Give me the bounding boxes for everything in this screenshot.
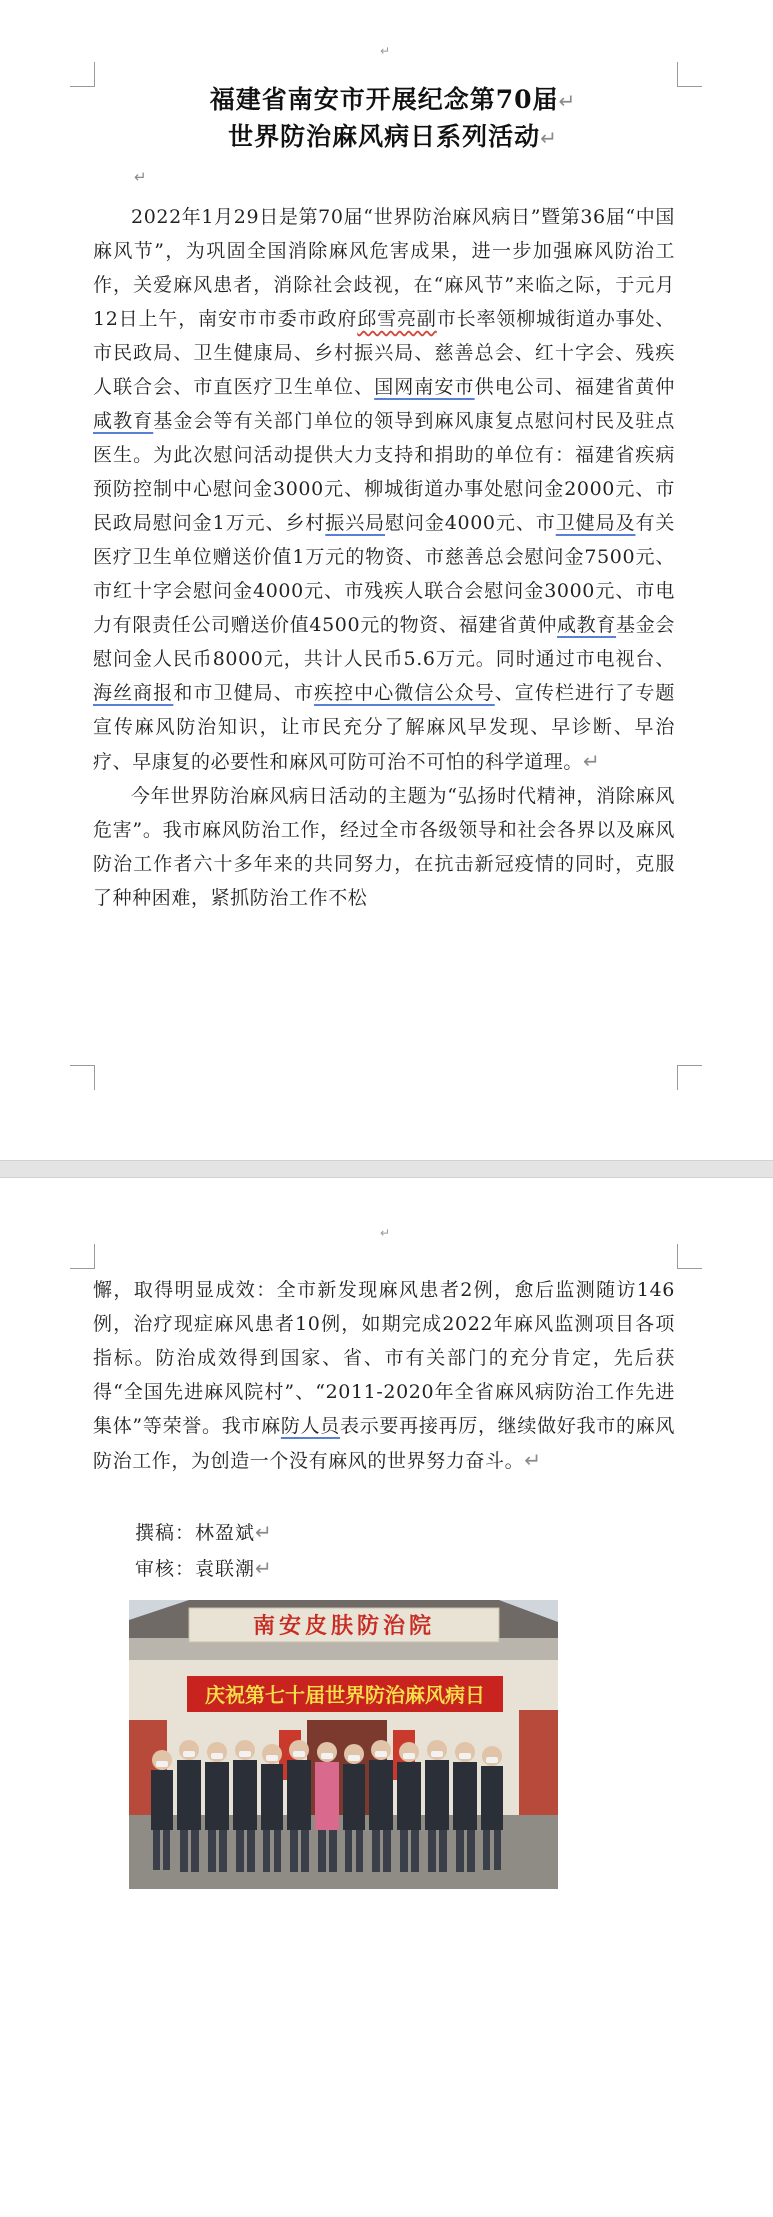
- underlined-text: 海丝商报: [93, 682, 174, 704]
- underlined-text: 防人员: [280, 1415, 340, 1437]
- crop-mark-top-left: [70, 1244, 95, 1269]
- empty-paragraph-mark: ↵: [134, 168, 147, 186]
- underlined-text: 咸教育: [557, 614, 617, 636]
- text-run: 2022年1月29日是第70届“世界防治麻风病日”暨第36届“中国麻风节”，为巩固全国消除麻风危害成果，进一步加强麻风防治工作，关爱麻风患者，消除社会歧视，在“麻风节”来临之际，于元月12日上午，南安市市委市政府: [93, 206, 675, 330]
- banner-text: 庆祝第七十届世界防治麻风病日: [205, 1683, 485, 1707]
- text-run: 有关医疗卫生单位赠送价值1万元的物资、市慈善总会慰问金7500元、市红十字会慰问金4000元、市残疾人联合会慰问金3000元、市电力有限责任公司赠送价值4500元的物资、福建省黄仲: [93, 512, 675, 636]
- header-paragraph-mark: ↵: [380, 1226, 391, 1240]
- text-run: 表示要再接再厉，继续做好我市的麻风防治工作，为创造一个没有麻风的世界努力奋斗。: [93, 1415, 675, 1472]
- paragraph-1: [93, 200, 675, 779]
- page-gap: [0, 1160, 773, 1178]
- underlined-text: 卫健局及: [555, 512, 636, 534]
- text-run: 基金会慰问金人民币8000元，共计人民币5.6万元。同时通过市电视台、: [93, 614, 675, 670]
- text-run: 懈，取得明显成效：全市新发现麻风患者2例，愈后监测随访146例，治疗现症麻风患者10例，如期完成2022年麻风监测项目各项指标。防治成效得到国家、省、市有关部门的充分肯定，先后获得“全国先进麻风院村”、“2011-2020年全省麻风病防治工作先进集体”等荣誉。我市麻: [93, 1279, 675, 1437]
- crop-mark-top-left: [70, 62, 95, 87]
- paragraph-mark: ↵: [524, 1448, 542, 1472]
- text-run: 基金会等有关部门单位的领导到麻风康复点慰问村民及驻点医生。为此次慰问活动提供大力支持和捐助的单位有：福建省疾病预防控制中心慰问金3000元、柳城街道办事处慰问金2000元、市民政局慰问金1万元、乡村: [93, 410, 675, 534]
- paragraph-mark: ↵: [583, 749, 601, 773]
- paragraph-2-continued: [93, 1273, 675, 1478]
- body-text-page-1: [93, 200, 675, 915]
- crop-mark-top-right: [677, 1244, 702, 1269]
- underlined-text: 国网南安市: [374, 376, 475, 398]
- header-paragraph-mark: ↵: [380, 44, 391, 58]
- body-text-page-2: [93, 1273, 675, 1478]
- crop-mark-bottom-left: [70, 1065, 95, 1090]
- underlined-text: 振兴局: [325, 512, 386, 534]
- text-run: 和市卫健局、市: [173, 682, 314, 704]
- document-title: 福建省南安市开展纪念第70届↵ 世界防治麻风病日系列活动↵: [209, 85, 577, 151]
- credit-writer: 撰稿：林盈斌↵: [135, 1520, 273, 1544]
- underlined-text: 邱雪亮副: [357, 308, 437, 330]
- text-run: 、宣传栏进行了专题宣传麻风防治知识，让市民充分了解麻风早发现、早诊断、早治疗、早康复的必要性和麻风可防可治不可怕的科学道理。: [93, 682, 675, 773]
- text-run: 慰问金4000元、市: [385, 512, 556, 534]
- text-run: 市长率领柳城街道办事处、市民政局、卫生健康局、乡村振兴局、慈善总会、红十字会、残疾人联合会、市直医疗卫生单位、: [93, 308, 676, 398]
- credit-reviewer: 审核：袁联潮↵: [135, 1556, 273, 1580]
- title-line-1: 福建省南安市开展纪念第70届: [209, 85, 559, 114]
- crop-mark-bottom-right: [677, 1065, 702, 1090]
- group-photo: [129, 1600, 558, 1889]
- underlined-text: 咸教育: [93, 410, 154, 432]
- paragraph-2: 今年世界防治麻风病日活动的主题为“弘扬时代精神，消除麻风危害”。我市麻风防治工作，经过全市各级领导和社会各界以及麻风防治工作者六十多年来的共同努力，在抗击新冠疫情的同时，克服了种种困难，紧抓防治工作不松: [93, 785, 675, 909]
- title-line-2: 世界防治麻风病日系列活动: [228, 122, 541, 151]
- building-sign-text: 南安皮肤防治院: [252, 1613, 436, 1639]
- underlined-text: 疾控中心微信公众号: [313, 682, 495, 704]
- text-run: 供电公司、福建省黄仲: [474, 376, 675, 398]
